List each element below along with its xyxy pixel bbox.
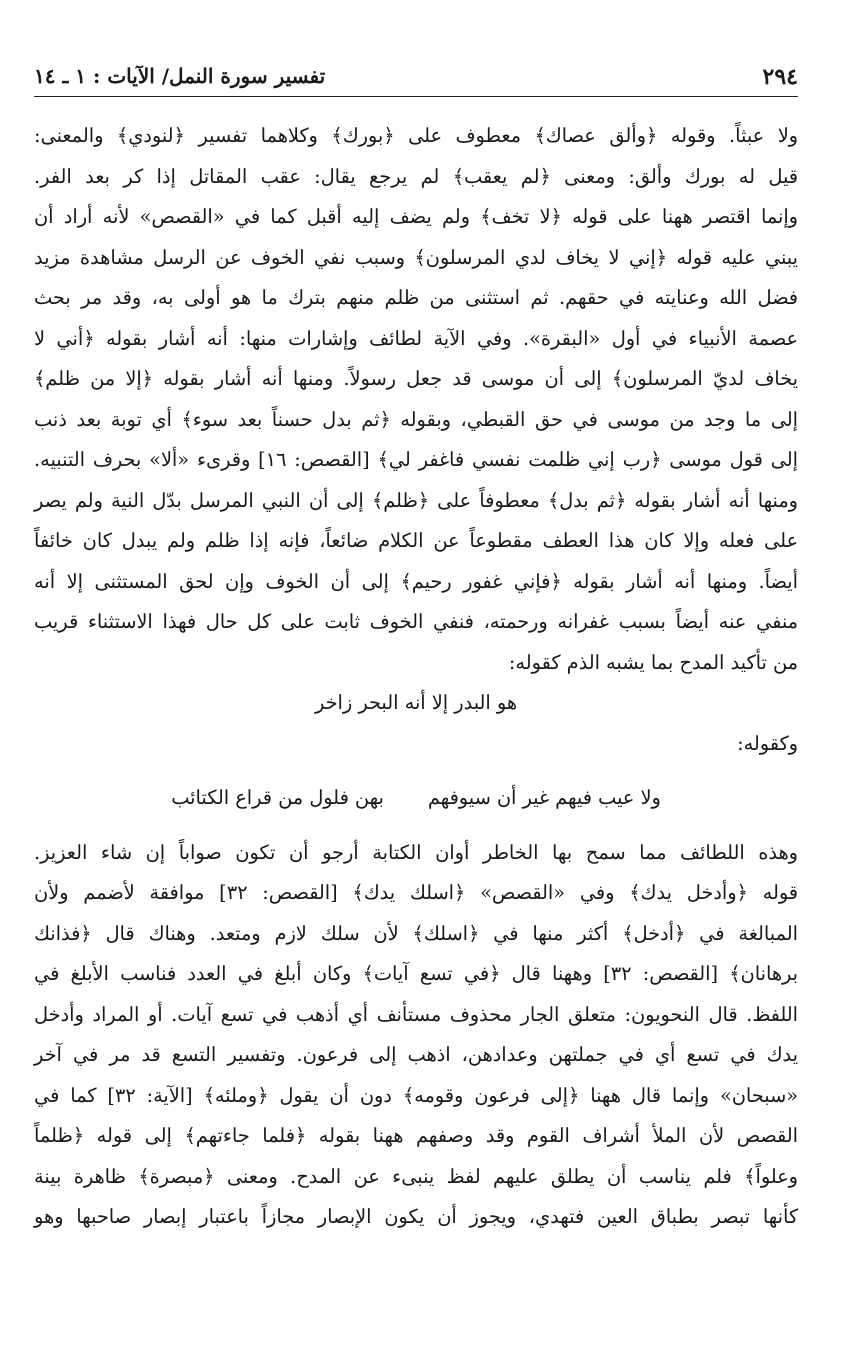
text-line: من تأكيد المدح بما يشبه الذم كقوله:	[508, 650, 798, 674]
text-line: فضل الله وعنايته في حقهم. ثم استثنى من ظلم منهم بترك ما هو أولى به، وقد مر بحث	[34, 286, 798, 309]
poetry-verse: هو البدر إلا أنه البحر زاخر	[314, 691, 518, 714]
text-line: وهذه اللطائف مما سمح بها الخاطر أوان الكتابة أرجو أن تكون صواباً إن شاء العزيز.	[34, 840, 798, 864]
page-header	[34, 58, 798, 97]
page-number: ٢٩٤	[762, 64, 798, 90]
text-line: أيضاً. ومنها أنه أشار بقوله ﴿فإني غفور رحيم﴾ إلى أن الخوف وإن لحق المستثنى إلا أنه	[34, 569, 798, 593]
poetry-couplet	[34, 778, 798, 819]
running-title: تفسير سورة النمل/ الآيات : ١ ـ ١٤	[34, 64, 326, 88]
text-line: على فعله وإلا كان هذا العطف مقطوعاً عن الكلام ضائعاً، فإنه إذا ظلم ولم يبدل كان خائفاً	[34, 529, 798, 552]
text-line: ولا عبثاً. وقوله ﴿وألق عصاك﴾ معطوف على ﴿بورك﴾ وكلاهما تفسير ﴿لنودي﴾ والمعنى:	[34, 124, 798, 147]
text-line: إلى ما وجد من موسى في حق القبطي، وبقوله ﴿ثم بدل حسناً بعد سوء﴾ أي توبة بعد ذنب	[34, 407, 798, 431]
text-line: المبالغة في ﴿أدخل﴾ أكثر منها في ﴿اسلك﴾ لأن سلك لازم ومتعد. وهناك قال ﴿فذانك	[34, 921, 798, 945]
text-line: «سبحان» وإنما قال ههنا ﴿إلى فرعون وقومه﴾ دون أن يقول ﴿وملئه﴾ [الآية: ٣٢] كما في	[34, 1083, 798, 1107]
couplet-second-hemistich: بهن فلول من قراع الكتائب	[171, 786, 384, 809]
text-line: القصص لأن الملأ أشراف القوم وقد وصفهم ههنا بقوله ﴿فلما جاءتهم﴾ إلى قوله ﴿ظلماً	[34, 1124, 798, 1147]
text-line: قيل له بورك وألق: ومعنى ﴿لم يعقب﴾ لم يرجع يقال: عقب المقاتل إذا كر بعد الفر.	[34, 164, 798, 188]
text-line: يبني عليه قوله ﴿إني لا يخاف لدي المرسلون﴾ وسبب نفي الخوف عن الرسل مشاهدة مزيد	[34, 245, 798, 269]
text-line: ومنها أنه أشار بقوله ﴿ثم بدل﴾ معطوفاً على ﴿ظلم﴾ إلى أن النبي المرسل بدّل النية ولم يصر	[34, 488, 798, 512]
text-line: يدك في تسع أي في جملتهن وعدادهن، اذهب إلى فرعون. وتفسير التسع قد مر في آخر	[34, 1043, 798, 1066]
page-body	[34, 116, 798, 1238]
couplet-first-hemistich: ولا عيب فيهم غير أن سيوفهم	[427, 786, 661, 809]
text-line: برهانان﴾ [القصص: ٣٢] وههنا قال ﴿في تسع آيات﴾ وكان أبلغ في العدد فناسب الأبلغ في	[34, 962, 798, 985]
text-line: وإنما اقتصر ههنا على قوله ﴿لا تخف﴾ ولم يضف إليه أقبل كما في «القصص» لأنه أراد أن	[34, 205, 798, 228]
text-line: قوله ﴿وأدخل يدك﴾ وفي «القصص» ﴿اسلك يدك﴾ [القصص: ٣٢] موافقة لأضمم ولأن	[34, 881, 799, 904]
text-line: وكقوله:	[737, 731, 798, 755]
text-line: عصمة الأنبياء في أول «البقرة». وفي الآية لطائف وإشارات منها: أنه أشار بقوله ﴿أني لا	[34, 326, 798, 350]
text-line: منفي عنه أيضاً بسبب غفرانه ورحمته، فنفي الخوف ثابت على كل حال فهذا الاستثناء قريب	[34, 610, 798, 633]
text-line: وعلواً﴾ فلم يناسب أن يطلق عليهم لفظ ينبىء عن المدح. ومعنى ﴿مبصرة﴾ ظاهرة بينة	[34, 1164, 798, 1188]
text-line: يخاف لديّ المرسلون﴾ إلى أن موسى قد جعل رسولاً. ومنها أنه أشار بقوله ﴿إلا من ظلم﴾	[34, 367, 798, 390]
text-line: اللفظ. قال النحويون: متعلق الجار محذوف مستأنف أي أذهب في تسع آيات. أو المراد وأدخل	[34, 1002, 798, 1026]
text-line: إلى قول موسى ﴿رب إني ظلمت نفسي فاغفر لي﴾ [القصص: ١٦] وقرىء «ألا» بحرف التنبيه.	[34, 448, 798, 471]
text-line: كأنها تبصر بطباق العين فتهدي، ويجوز أن يكون الإبصار مجازاً باعتبار إبصار صاحبها وهو	[34, 1205, 798, 1228]
